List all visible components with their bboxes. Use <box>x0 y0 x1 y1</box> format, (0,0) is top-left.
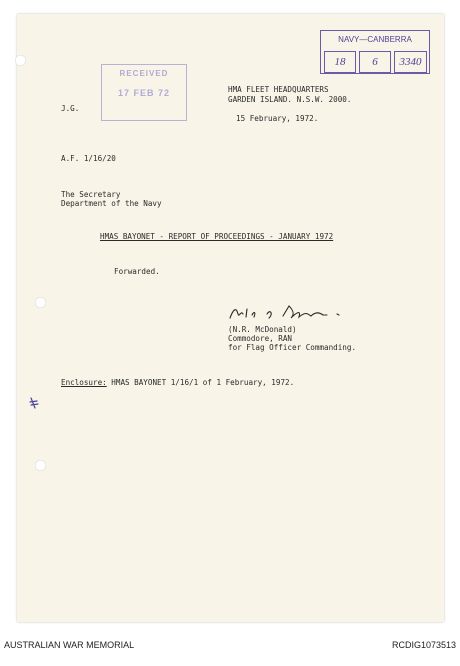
ink-mark-icon <box>28 396 40 410</box>
stamp-cell-number: 3340 <box>394 51 427 73</box>
letterhead-line2: GARDEN ISLAND. N.S.W. 2000. <box>228 95 352 104</box>
stamp-cell-day: 18 <box>324 51 356 73</box>
enclosure-text: HMAS BAYONET 1/16/1 of 1 February, 1972. <box>111 378 295 387</box>
punch-hole-top <box>15 55 26 66</box>
stamp-cell-month: 6 <box>359 51 391 73</box>
stamp-header: NAVY—CANBERRA <box>338 35 412 44</box>
file-reference: A.F. 1/16/20 <box>61 154 116 163</box>
body-text: Forwarded. <box>114 267 160 276</box>
received-stamp-label: RECEIVED <box>119 69 169 78</box>
handwritten-signature <box>227 300 352 324</box>
letter-date: 15 February, 1972. <box>236 114 319 123</box>
signatory-role: for Flag Officer Commanding. <box>228 343 357 352</box>
enclosure-label: Enclosure: <box>61 378 107 387</box>
enclosure-line <box>61 378 294 387</box>
received-stamp-date: 17 FEB 72 <box>117 88 171 98</box>
signatory-name: (N.R. McDonald) <box>228 325 297 334</box>
document-page <box>17 14 444 622</box>
footer-credit: AUSTRALIAN WAR MEMORIAL <box>4 640 135 650</box>
letterhead-line1: HMA FLEET HEADQUARTERS <box>228 85 329 94</box>
punch-hole-bottom <box>35 460 46 471</box>
footer-record-id: RCDIG1073513 <box>391 640 456 650</box>
navy-canberra-stamp <box>320 30 430 74</box>
addressee-line2: Department of the Navy <box>61 199 162 208</box>
signatory-rank: Commodore, RAN <box>228 334 293 343</box>
addressee-line1: The Secretary <box>61 190 121 199</box>
initials: J.G. <box>61 104 80 113</box>
subject-line: HMAS BAYONET - REPORT OF PROCEEDINGS - JANUARY 1972 <box>100 232 334 241</box>
received-stamp <box>101 64 187 121</box>
punch-hole-middle <box>35 297 46 308</box>
